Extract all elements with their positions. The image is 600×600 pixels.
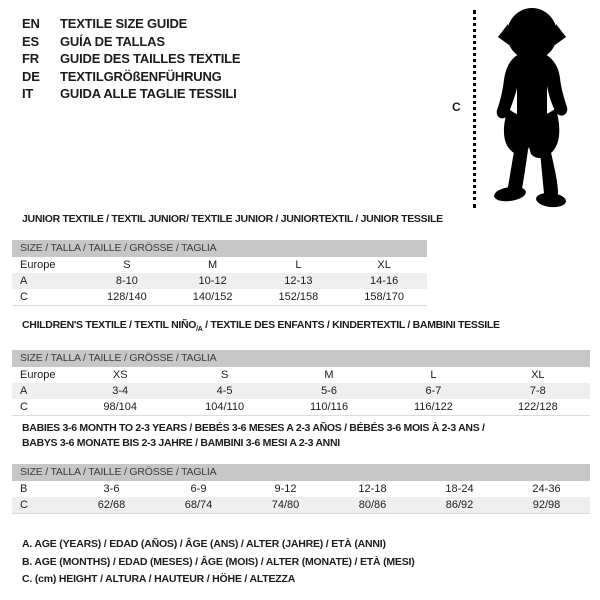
- table-cell: 74/80: [271, 499, 300, 511]
- table-cell: 104/110: [205, 401, 245, 414]
- size-figure: [440, 0, 600, 215]
- table-cell: 80/86: [358, 499, 387, 511]
- table-body: [12, 367, 590, 415]
- language-code: FR: [22, 51, 39, 67]
- table-cell: 12-13: [284, 275, 313, 287]
- table-title-text: JUNIOR TEXTILE / TEXTIL JUNIOR/ TEXTILE JUNIOR / JUNIORTEXTIL / JUNIOR TESSILE: [22, 213, 443, 225]
- table-cell: 3-4: [112, 385, 129, 398]
- language-label: GUÍA DE TALLAS: [60, 33, 165, 49]
- language-label: TEXTILE SIZE GUIDE: [60, 16, 188, 31]
- table-row: [12, 289, 427, 305]
- row-label: A: [20, 275, 28, 287]
- table-row: [12, 257, 427, 273]
- table-cell: 4-5: [216, 385, 233, 398]
- table-cell: 12-18: [358, 483, 387, 495]
- table-cell: XL: [377, 259, 391, 271]
- table-cell: 18-24: [445, 483, 474, 495]
- language-label: TEXTILGRÖßENFÜHRUNG: [60, 68, 222, 84]
- children-textile-section: [12, 318, 590, 416]
- size-row-header: SIZE / TALLA / TAILLE / GRÖSSE / TAGLIA: [12, 240, 427, 257]
- table-title-text: / TEXTILE DES ENFANTS / KINDERTEXTIL / BAMBINI TESSILE: [202, 319, 500, 331]
- table-cell: 5-6: [321, 385, 337, 398]
- language-row: [22, 15, 240, 33]
- row-label: Europe: [20, 369, 56, 382]
- language-row: [22, 33, 240, 51]
- table-cell: L: [295, 259, 302, 271]
- table-cell: 24-36: [532, 483, 561, 495]
- table-row: [12, 399, 590, 415]
- table-row: [12, 383, 590, 399]
- row-label: C: [20, 291, 28, 303]
- table-title: [22, 421, 590, 451]
- table-cell: 6-7: [425, 385, 442, 398]
- table-cell: 98/104: [103, 401, 138, 414]
- table-cell: 128/140: [106, 291, 147, 303]
- junior-textile-section: [12, 212, 443, 306]
- table-body: [12, 257, 427, 305]
- table-cell: 152/158: [278, 291, 319, 303]
- size-row-header: SIZE / TALLA / TAILLE / GRÖSSE / TAGLIA: [12, 464, 590, 481]
- table-row: [12, 481, 590, 497]
- babies-size-table: [12, 464, 590, 514]
- table-cell: 140/152: [192, 291, 233, 303]
- table-cell: 110/116: [309, 401, 349, 414]
- row-label: B: [20, 483, 28, 495]
- table-cell: S: [220, 369, 229, 382]
- table-cell: 8-10: [115, 275, 138, 287]
- table-title: [22, 318, 590, 337]
- table-row: [12, 273, 427, 289]
- language-code: IT: [22, 86, 34, 102]
- table-cell: 92/98: [532, 499, 561, 511]
- table-cell: M: [208, 259, 218, 271]
- table-cell: 86/92: [445, 499, 474, 511]
- footnotes: [22, 536, 415, 589]
- table-title-text: BABYS 3-6 MONATE BIS 2-3 JAHRE / BAMBINI 3-6 MESI A 2-3 ANNI: [22, 437, 340, 449]
- language-row: [22, 68, 240, 86]
- language-code: ES: [22, 33, 39, 49]
- table-row: [12, 367, 590, 383]
- footnote-height-cm: C. (cm) HEIGHT / ALTURA / HAUTEUR / HÖHE / ALTEZZA: [22, 573, 296, 585]
- table-cell: 62/68: [97, 499, 126, 511]
- table-cell: XS: [112, 369, 128, 382]
- table-cell: 122/128: [517, 401, 558, 414]
- height-measure-label: C: [452, 100, 461, 114]
- language-header: [22, 15, 240, 103]
- footnote-age-years: A. AGE (YEARS) / EDAD (AÑOS) / ÂGE (ANS) / ALTER (JAHRE) / ETÀ (ANNI): [22, 538, 386, 550]
- table-row: [12, 497, 590, 513]
- table-title-text: CHILDREN'S TEXTILE / TEXTIL NIÑO: [22, 319, 197, 331]
- height-measure-dotted-line: [473, 10, 476, 208]
- toddler-silhouette-image: [481, 6, 579, 210]
- footnote-age-months: B. AGE (MONTHS) / EDAD (MESES) / ÂGE (MOIS) / ALTER (MONATE) / ETÀ (MESI): [22, 555, 415, 568]
- table-title-subscript: /A: [196, 326, 203, 334]
- row-label: C: [20, 499, 28, 511]
- table-body: [12, 481, 590, 513]
- row-label: Europe: [20, 259, 56, 271]
- table-cell: 68/74: [184, 499, 213, 511]
- language-code: DE: [22, 68, 40, 84]
- children-size-table: [12, 350, 590, 416]
- language-row: [22, 50, 240, 68]
- table-cell: L: [430, 369, 437, 382]
- table-cell: 10-12: [198, 275, 227, 287]
- table-cell: 7-8: [529, 385, 546, 398]
- table-cell: 9-12: [274, 483, 297, 495]
- language-label: GUIDA ALLE TAGLIE TESSILI: [60, 86, 237, 102]
- table-cell: XL: [531, 369, 545, 382]
- language-code: EN: [22, 16, 40, 31]
- language-row: [22, 85, 240, 103]
- table-title: [22, 212, 443, 227]
- row-label: A: [20, 385, 28, 398]
- babies-textile-section: [12, 421, 590, 514]
- row-label: C: [20, 401, 28, 414]
- language-label: GUIDE DES TAILLES TEXTILE: [60, 51, 241, 67]
- table-cell: 3-6: [103, 483, 120, 495]
- table-cell: M: [324, 369, 334, 382]
- table-cell: 6-9: [190, 483, 207, 495]
- table-title-text: BABIES 3-6 MONTH TO 2-3 YEARS / BEBÉS 3-6 MESES A 2-3 AÑOS / BÉBÉS 3-6 MOIS À 2-3 ANS /: [22, 422, 485, 434]
- table-cell: S: [123, 259, 131, 271]
- table-cell: 158/170: [364, 291, 404, 303]
- table-cell: 116/122: [413, 401, 453, 414]
- size-row-header: SIZE / TALLA / TAILLE / GRÖSSE / TAGLIA: [12, 350, 590, 367]
- table-cell: 14-16: [370, 275, 399, 287]
- junior-size-table: [12, 240, 427, 306]
